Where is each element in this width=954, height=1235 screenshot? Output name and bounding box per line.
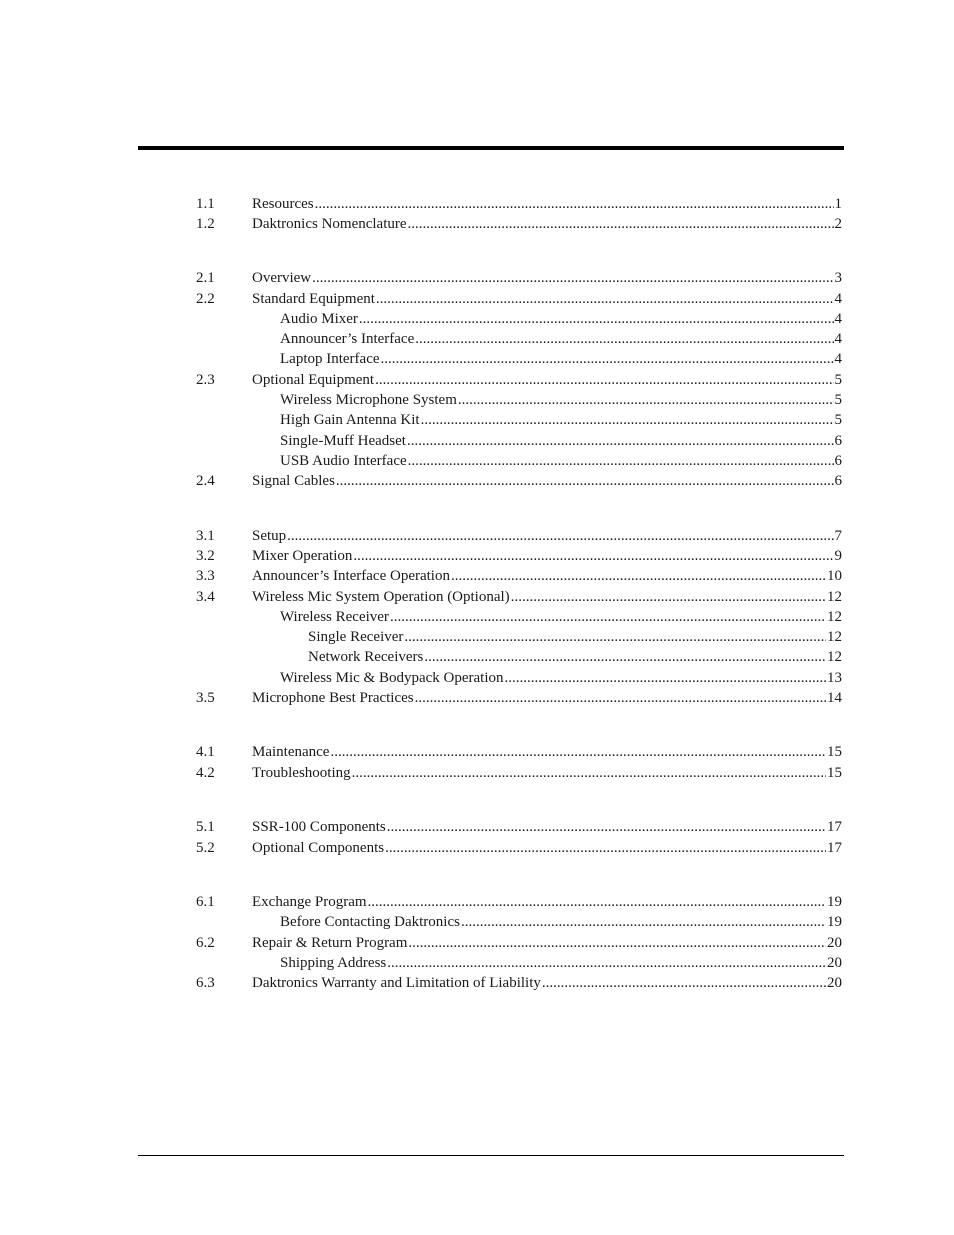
toc-leader-dots (390, 607, 826, 627)
toc-entry[interactable] (196, 587, 842, 607)
toc-entry-page: 15 (827, 765, 842, 781)
toc-entry-number: 3.4 (196, 589, 215, 605)
toc-entry-title: Wireless Mic System Operation (Optional) (252, 589, 510, 605)
toc-entry[interactable] (196, 742, 842, 762)
toc-leader-dots (368, 892, 826, 912)
toc-entry[interactable] (196, 973, 842, 993)
toc-entry-title: Announcer’s Interface (280, 331, 415, 347)
toc-leader-dots (415, 329, 833, 349)
toc-entry-page: 14 (827, 690, 842, 706)
toc-leader-dots (375, 370, 833, 390)
toc-entry-title: Microphone Best Practices (252, 690, 414, 706)
toc-entry-page: 12 (827, 629, 842, 645)
toc-entry[interactable] (196, 268, 842, 288)
toc-entry-number: 3.3 (196, 568, 215, 584)
toc-entry-page: 10 (827, 568, 842, 584)
toc-entry-page: 20 (827, 975, 842, 991)
toc-entry-page: 7 (834, 528, 842, 544)
toc-entry[interactable] (280, 349, 842, 369)
toc-entry-number: 5.1 (196, 819, 215, 835)
toc-entry-title: SSR-100 Components (252, 819, 386, 835)
toc-leader-dots (404, 627, 826, 647)
toc-leader-dots (287, 526, 833, 546)
toc-entry-title: Daktronics Warranty and Limitation of Liability (252, 975, 541, 991)
toc-entry[interactable] (196, 370, 842, 390)
toc-entry-page: 9 (834, 548, 842, 564)
toc-entry-title: Optional Equipment (252, 372, 375, 388)
toc-leader-dots (458, 390, 834, 410)
toc-entry-title: Repair & Return Program (252, 935, 408, 951)
toc-leader-dots (385, 838, 826, 858)
toc-entry-number: 6.2 (196, 935, 215, 951)
toc-leader-dots (407, 431, 834, 451)
toc-entry-number: 1.2 (196, 216, 215, 232)
toc-entry[interactable] (196, 933, 842, 953)
toc-entry[interactable] (196, 471, 842, 491)
toc-entry[interactable] (196, 892, 842, 912)
toc-leader-dots (387, 953, 826, 973)
toc-entry-page: 5 (834, 412, 842, 428)
top-rule (138, 146, 844, 150)
toc-entry-number: 6.1 (196, 894, 215, 910)
toc-entry[interactable] (280, 431, 842, 451)
toc-leader-dots (315, 194, 834, 214)
toc-leader-dots (424, 647, 826, 667)
toc-leader-dots (408, 933, 826, 953)
toc-entry-title: Overview (252, 270, 312, 286)
toc-entry-number: 6.3 (196, 975, 215, 991)
toc-entry-title: Mixer Operation (252, 548, 353, 564)
toc-entry[interactable] (280, 390, 842, 410)
toc-entry-page: 4 (834, 351, 842, 367)
toc-entry[interactable] (196, 289, 842, 309)
toc-entry[interactable] (308, 647, 842, 667)
toc-leader-dots (330, 742, 826, 762)
toc-leader-dots (542, 973, 826, 993)
toc-entry-page: 6 (834, 433, 842, 449)
toc-entry-number: 3.5 (196, 690, 215, 706)
toc-entry-number: 2.1 (196, 270, 215, 286)
toc-leader-dots (408, 451, 834, 471)
toc-entry-page: 6 (834, 453, 842, 469)
toc-entry-title: Audio Mixer (280, 311, 358, 327)
toc-entry-page: 1 (834, 196, 842, 212)
toc-entry-page: 2 (834, 216, 842, 232)
toc-leader-dots (381, 349, 834, 369)
toc-entry-title: Before Contacting Daktronics (280, 914, 460, 930)
toc-entry-page: 15 (827, 744, 842, 760)
toc-entry-number: 2.3 (196, 372, 215, 388)
toc-leader-dots (353, 546, 833, 566)
toc-entry-page: 12 (827, 649, 842, 665)
toc-entry-title: Announcer’s Interface Operation (252, 568, 450, 584)
toc-entry[interactable] (196, 688, 842, 708)
toc-entry-page: 17 (827, 819, 842, 835)
toc-entry-page: 13 (827, 670, 842, 686)
toc-entry-number: 3.2 (196, 548, 215, 564)
toc-entry-number: 4.2 (196, 765, 215, 781)
toc-entry-title: USB Audio Interface (280, 453, 407, 469)
toc-entry-title: Wireless Receiver (280, 609, 389, 625)
toc-entry-title: Wireless Mic & Bodypack Operation (280, 670, 504, 686)
toc-entry-page: 4 (834, 291, 842, 307)
toc-leader-dots (336, 471, 834, 491)
toc-entry-page: 12 (827, 589, 842, 605)
toc-entry[interactable] (280, 668, 842, 688)
toc-entry[interactable] (280, 451, 842, 471)
toc-entry[interactable] (280, 607, 842, 627)
toc-entry[interactable] (280, 309, 842, 329)
toc-entry-page: 4 (834, 311, 842, 327)
toc-entry[interactable] (196, 817, 842, 837)
toc-entry-title: Maintenance (252, 744, 330, 760)
toc-entry[interactable] (196, 566, 842, 586)
toc-entry[interactable] (280, 410, 842, 430)
toc-entry-page: 5 (834, 372, 842, 388)
toc-entry[interactable] (196, 526, 842, 546)
toc-entry-page: 5 (834, 392, 842, 408)
toc-leader-dots (511, 587, 826, 607)
toc-entry-title: Troubleshooting (252, 765, 351, 781)
toc-leader-dots (387, 817, 826, 837)
toc-entry-number: 3.1 (196, 528, 215, 544)
toc-leader-dots (451, 566, 826, 586)
toc-entry[interactable] (196, 546, 842, 566)
toc-leader-dots (376, 289, 834, 309)
toc-entry[interactable] (196, 194, 842, 214)
toc-entry-title: Single Receiver (308, 629, 404, 645)
toc-leader-dots (352, 763, 826, 783)
toc-leader-dots (461, 912, 826, 932)
toc-entry[interactable] (196, 838, 842, 858)
toc-entry-title: Wireless Microphone System (280, 392, 457, 408)
toc-entry-page: 20 (827, 935, 842, 951)
toc-entry-title: Network Receivers (308, 649, 424, 665)
toc-leader-dots (505, 668, 826, 688)
toc-entry[interactable] (308, 627, 842, 647)
toc-entry-number: 4.1 (196, 744, 215, 760)
toc-leader-dots (312, 268, 833, 288)
toc-entry-title: Single-Muff Headset (280, 433, 406, 449)
toc-entry-title: High Gain Antenna Kit (280, 412, 420, 428)
toc-leader-dots (415, 688, 826, 708)
toc-entry-title: Daktronics Nomenclature (252, 216, 407, 232)
toc-entry-title: Laptop Interface (280, 351, 380, 367)
toc-entry-title: Optional Components (252, 840, 385, 856)
toc-entry-page: 6 (834, 473, 842, 489)
toc-entry-page: 4 (834, 331, 842, 347)
toc-entry-number: 1.1 (196, 196, 215, 212)
toc-entry-number: 2.2 (196, 291, 215, 307)
toc-entry[interactable] (196, 214, 842, 234)
toc-leader-dots (421, 410, 834, 430)
toc-entry-title: Resources (252, 196, 314, 212)
toc-entry-title: Exchange Program (252, 894, 367, 910)
toc-entry-page: 19 (827, 894, 842, 910)
toc-leader-dots (359, 309, 834, 329)
toc-entry[interactable] (280, 953, 842, 973)
toc-entry[interactable] (196, 763, 842, 783)
toc-entry-page: 20 (827, 955, 842, 971)
toc-entry-page: 19 (827, 914, 842, 930)
toc-entry-page: 3 (834, 270, 842, 286)
toc-entry[interactable] (280, 329, 842, 349)
footer-rule (138, 1155, 844, 1156)
toc-entry-title: Shipping Address (280, 955, 387, 971)
toc-entry-page: 12 (827, 609, 842, 625)
toc-entry-title: Signal Cables (252, 473, 335, 489)
toc-entry-title: Setup (252, 528, 287, 544)
toc-entry-number: 2.4 (196, 473, 215, 489)
toc-entry[interactable] (280, 912, 842, 932)
toc-entry-page: 17 (827, 840, 842, 856)
toc-entry-title: Standard Equipment (252, 291, 375, 307)
toc-entry-number: 5.2 (196, 840, 215, 856)
toc-leader-dots (408, 214, 834, 234)
